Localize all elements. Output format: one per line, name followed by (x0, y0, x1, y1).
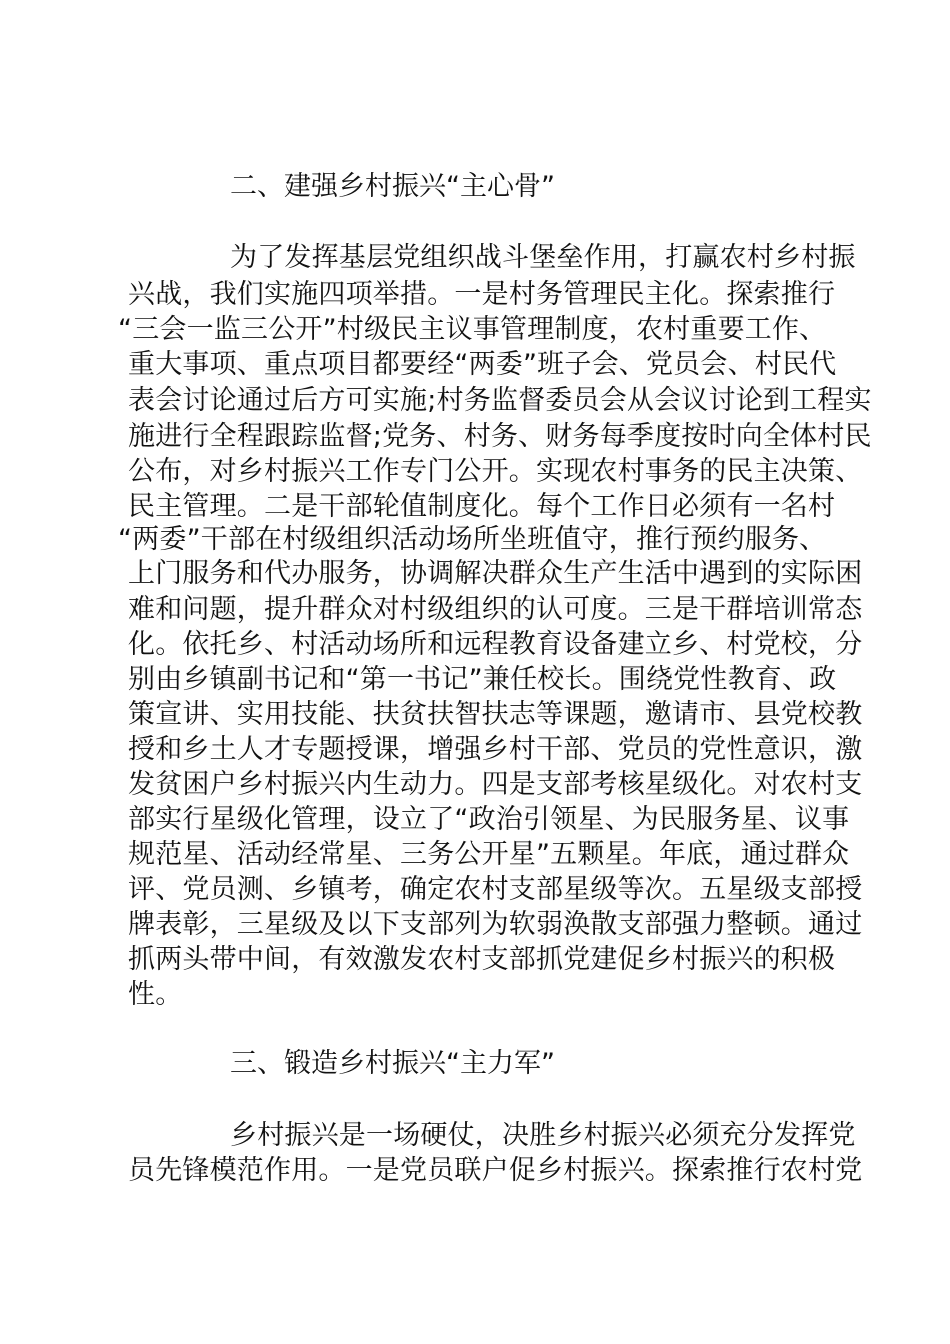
paragraph-line: 化。依托乡、村活动场所和远程教育设备建立乡、村党校，分 (128, 629, 863, 660)
paragraph-line: 牌表彰，三星级及以下支部列为软弱涣散支部强力整顿。通过 (128, 909, 863, 940)
paragraph-line: 兴战，我们实施四项举措。一是村务管理民主化。探索推行 (128, 279, 836, 310)
paragraph-line: 为了发挥基层党组织战斗堡垒作用，打赢农村乡村振 (230, 242, 856, 273)
paragraph-line: 规范星、活动经常星、三务公开星”五颗星。年底，通过群众 (128, 839, 850, 870)
paragraph-line: 难和问题，提升群众对村级组织的认可度。三是干群培训常态 (128, 594, 863, 625)
paragraph-line: 员先锋模范作用。一是党员联户促乡村振兴。探索推行农村党 (128, 1155, 863, 1186)
paragraph-line: 乡村振兴是一场硬仗，决胜乡村振兴必须充分发挥党 (230, 1120, 856, 1151)
section-heading-2: 二、建强乡村振兴“主心骨” (230, 171, 555, 202)
paragraph-line: 重大事项、重点项目都要经“两委”班子会、党员会、村民代 (128, 349, 837, 380)
paragraph-line: 性。 (128, 979, 183, 1010)
paragraph-line: 施进行全程跟踪监督;党务、村务、财务每季度按时向全体村民 (128, 421, 872, 452)
paragraph-line: 民主管理。二是干部轮值制度化。每个工作日必须有一名村 (128, 491, 836, 522)
paragraph-line: 授和乡土人才专题授课，增强乡村干部、党员的党性意识，激 (128, 734, 863, 765)
paragraph-line: 抓两头带中间，有效激发农村支部抓党建促乡村振兴的积极 (128, 944, 836, 975)
paragraph-line: 别由乡镇副书记和“第一书记”兼任校长。围绕党性教育、政 (128, 664, 837, 695)
paragraph-line: 部实行星级化管理，设立了“政治引领星、为民服务星、议事 (128, 804, 850, 835)
paragraph-line: 发贫困户乡村振兴内生动力。四是支部考核星级化。对农村支 (128, 769, 863, 800)
section-heading-3: 三、锻造乡村振兴“主力军” (230, 1048, 555, 1079)
paragraph-line: 评、党员测、乡镇考，确定农村支部星级等次。五星级支部授 (128, 874, 863, 905)
paragraph-line: 公布，对乡村振兴工作专门公开。实现农村事务的民主决策、 (128, 456, 863, 487)
paragraph-line: 策宣讲、实用技能、扶贫扶智扶志等课题，邀请市、县党校教 (128, 699, 863, 730)
paragraph-line: “两委”干部在村级组织活动场所坐班值守，推行预约服务、 (118, 524, 827, 555)
paragraph-line: “三会一监三公开”村级民主议事管理制度，农村重要工作、 (118, 314, 827, 345)
paragraph-line: 表会讨论通过后方可实施;村务监督委员会从会议讨论到工程实 (128, 385, 872, 416)
paragraph-line: 上门服务和代办服务，协调解决群众生产生活中遇到的实际困 (128, 558, 863, 589)
